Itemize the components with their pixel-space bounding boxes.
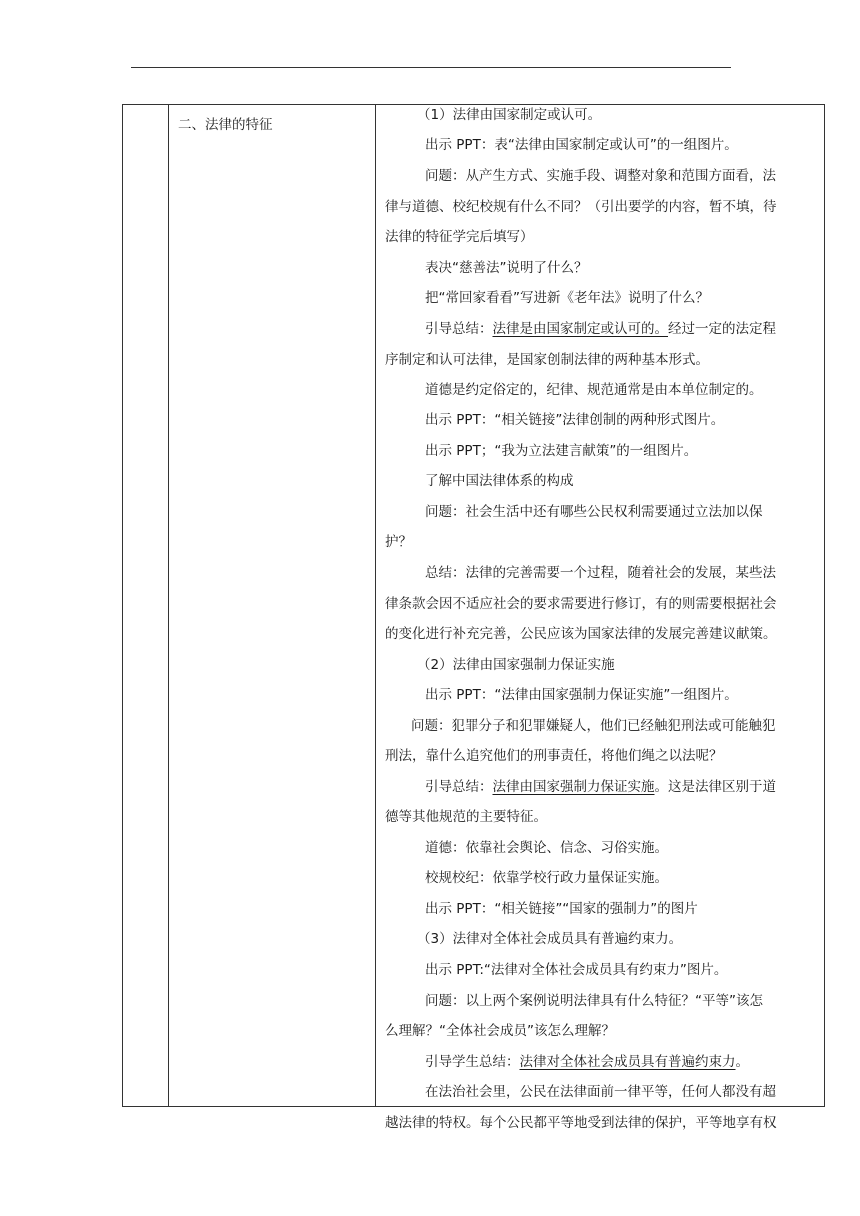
summary-text bbox=[425, 775, 776, 795]
show-ppt-text: 出示 PPT：表“法律由国家制定或认可”的一组图片。 bbox=[425, 137, 738, 153]
question-text: 法律的特征学完后填写） bbox=[385, 229, 534, 245]
summary-text bbox=[425, 317, 776, 337]
column-divider bbox=[168, 105, 169, 1106]
key-point: 法律是由国家制定或认可的。 bbox=[492, 321, 668, 337]
body-text: 在法治社会里，公民在法律面前一律平等，任何人都没有超 bbox=[425, 1084, 776, 1100]
summary-text: 的变化进行补充完善，公民应该为国家法律的发展完善建议献策。 bbox=[385, 626, 777, 642]
summary-text bbox=[425, 1050, 749, 1070]
header-rule bbox=[131, 67, 731, 68]
question-text: 护？ bbox=[385, 534, 412, 550]
question-text: 问题：社会生活中还有哪些公民权利需要通过立法加以保 bbox=[425, 504, 763, 520]
summary-text: 序制定和认可法律，是国家创制法律的两种基本形式。 bbox=[385, 352, 709, 368]
summary-text: 德等其他规范的主要特征。 bbox=[385, 809, 547, 825]
note-text: 道德是约定俗定的，纪律、规范通常是由本单位制定的。 bbox=[425, 382, 763, 398]
heading-1: （1）法律由国家制定或认可。 bbox=[417, 107, 602, 123]
summary-prefix: 引导总结： bbox=[425, 321, 493, 337]
column-divider bbox=[375, 105, 376, 1106]
summary-rest: 经过一定的法定程 bbox=[668, 321, 776, 337]
heading-2: （2）法律由国家强制力保证实施 bbox=[417, 657, 615, 673]
question-text: 问题：从产生方式、实施手段、调整对象和范围方面看，法 bbox=[425, 168, 776, 184]
question-text: 律与道德、校纪校规有什么不同？（引出要学的内容，暂不填，待 bbox=[385, 199, 777, 215]
question-text: 问题：犯罪分子和犯罪嫌疑人，他们已经触犯刑法或可能触犯 bbox=[411, 718, 776, 734]
summary-end: 。 bbox=[735, 1054, 749, 1070]
question-text: 问题：以上两个案例说明法律具有什么特征？“平等”该怎 bbox=[425, 993, 763, 1009]
key-point: 法律对全体社会成员具有普遍约束力 bbox=[519, 1054, 736, 1070]
note-text: 道德：依靠社会舆论、信念、习俗实施。 bbox=[425, 840, 668, 856]
question-text: 把“常回家看看”写进新《老年法》说明了什么？ bbox=[425, 290, 709, 306]
summary-prefix: 引导总结： bbox=[425, 779, 493, 795]
heading-3: （3）法律对全体社会成员具有普遍约束力。 bbox=[417, 931, 683, 947]
summary-rest: 。这是法律区别于道 bbox=[654, 779, 776, 795]
question-text: 刑法，靠什么追究他们的刑事责任，将他们绳之以法呢？ bbox=[385, 748, 723, 764]
body-text: 越法律的特权。每个公民都平等地受到法律的保护，平等地享有权 bbox=[385, 1115, 777, 1131]
note-text: 了解中国法律体系的构成 bbox=[425, 473, 574, 489]
note-text: 校规校纪：依靠学校行政力量保证实施。 bbox=[425, 870, 668, 886]
show-ppt-text: 出示 PPT；“我为立法建言献策”的一组图片。 bbox=[425, 443, 698, 459]
summary-prefix: 引导学生总结： bbox=[425, 1054, 520, 1070]
key-point: 法律由国家强制力保证实施 bbox=[492, 779, 655, 795]
summary-text: 律条款会因不适应社会的要求需要进行修订，有的则需要根据社会 bbox=[385, 596, 777, 612]
question-text: 表决“慈善法”说明了什么？ bbox=[425, 260, 588, 276]
section-title: 二、法律的特征 bbox=[178, 117, 273, 133]
show-ppt-text: 出示 PPT：“相关链接”“国家的强制力”的图片 bbox=[425, 901, 698, 917]
summary-text: 总结：法律的完善需要一个过程，随着社会的发展，某些法 bbox=[425, 565, 776, 581]
question-text: 么理解？“全体社会成员”该怎么理解？ bbox=[385, 1023, 615, 1039]
show-ppt-text: 出示 PPT：“法律由国家强制力保证实施”一组图片。 bbox=[425, 687, 738, 703]
show-ppt-text: 出示 PPT:“法律对全体社会成员具有约束力”图片。 bbox=[425, 962, 728, 978]
show-ppt-text: 出示 PPT：“相关链接”法律创制的两种形式图片。 bbox=[425, 412, 725, 428]
